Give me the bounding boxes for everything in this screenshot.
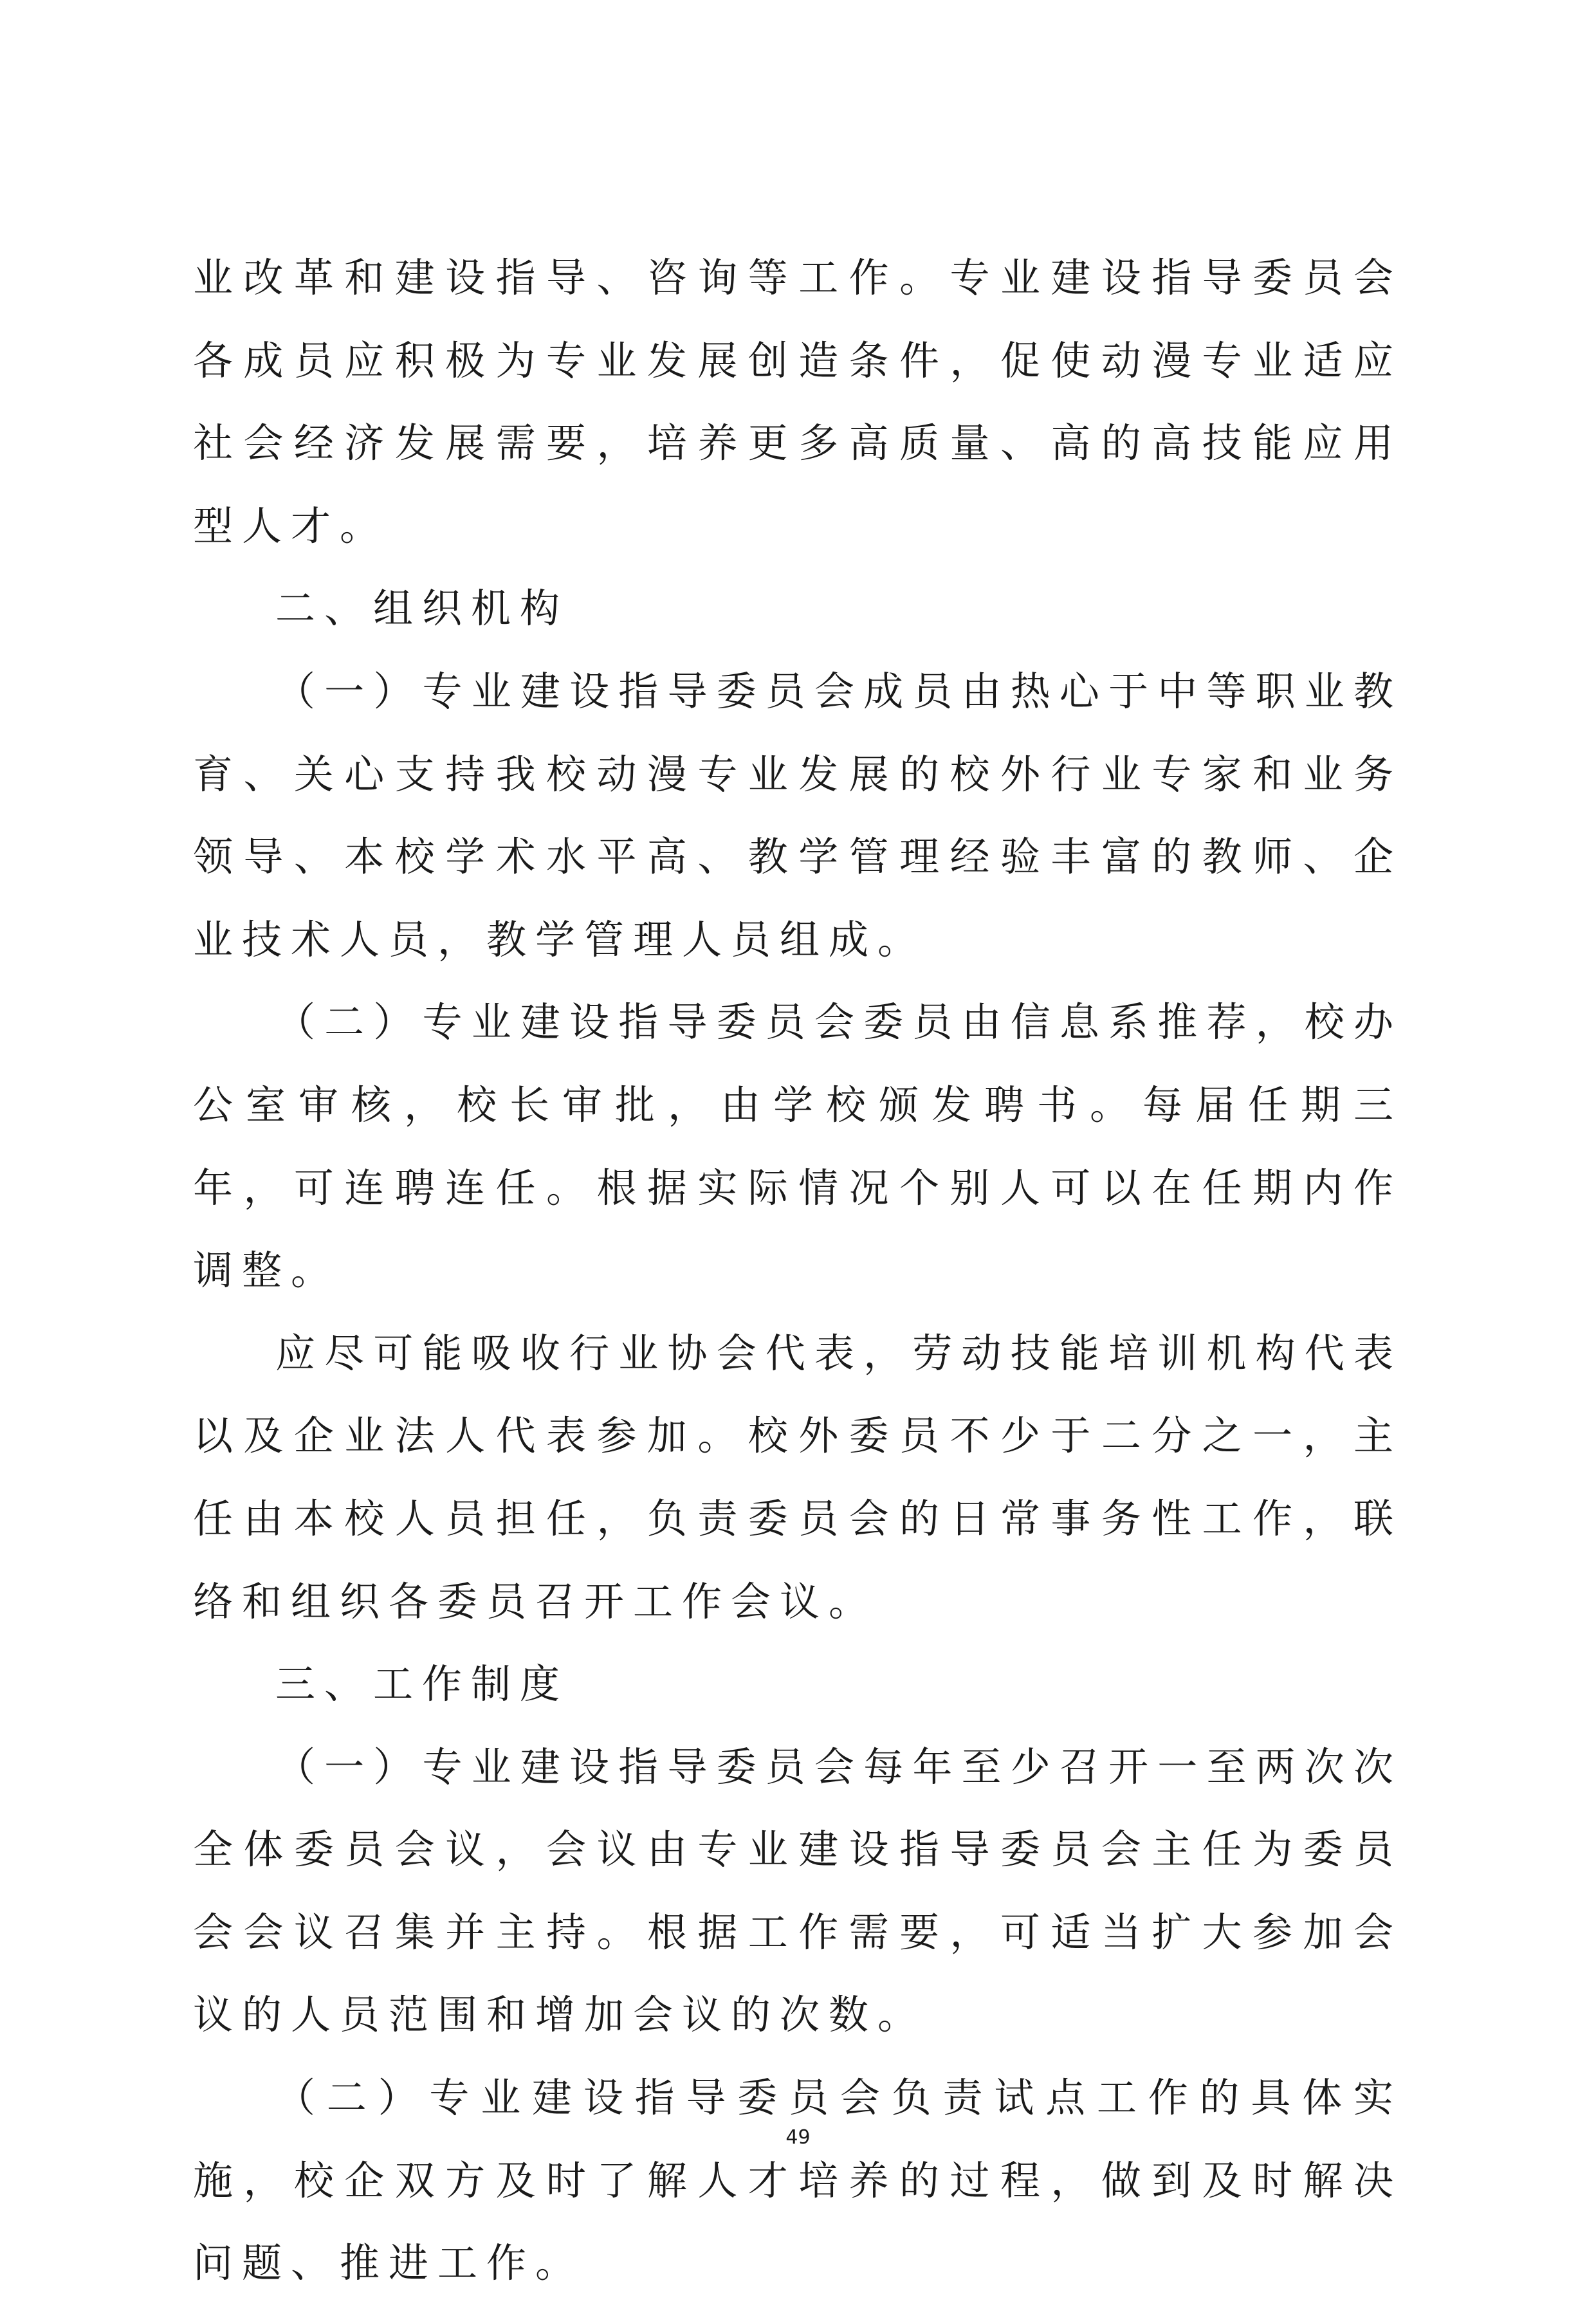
page-number: 49 [785,2126,811,2149]
paragraph-composition: 应尽可能吸收行业协会代表，劳动技能培训机构代表以及企业法人代表参加。校外委员不少于二分之一，主任由本校人员担任，负责委员会的日常事务性工作，联络和组织各委员召开工作会议。 [193,1329,1402,1625]
paragraph-members: （一）专业建设指导委员会成员由热心于中等职业教育、关心支持我校动漫专业发展的校外行业专家和业务领导、本校学术水平高、教学管理经验丰富的教师、企业技术人员，教学管理人员组成。 [193,667,1402,963]
section-heading-work-system: 三、工作制度 [275,1660,569,1708]
section-heading-organization: 二、组织机构 [275,585,569,632]
paragraph-appointment: （二）专业建设指导委员会委员由信息系推荐，校办公室审核，校长审批，由学校颁发聘书。每届任期三年，可连聘连任。根据实际情况个别人可以在任期内作调整。 [193,998,1402,1294]
body-text [193,237,1402,2305]
paragraph-continued: 业改革和建设指导、咨询等工作。专业建设指导委员会各成员应积极为专业发展创造条件，促使动漫专业适应社会经济发展需要，培养更多高质量、高的高技能应用型人才。 [193,254,1402,549]
paragraph-meetings: （一）专业建设指导委员会每年至少召开一至两次次全体委员会议，会议由专业建设指导委员会主任为委员会会议召集并主持。根据工作需要，可适当扩大参加会议的人员范围和增加会议的次数。 [193,1743,1402,2039]
paragraph-implementation: （二）专业建设指导委员会负责试点工作的具体实施，校企双方及时了解人才培养的过程，做到及时解决问题、推进工作。 [193,2074,1402,2287]
